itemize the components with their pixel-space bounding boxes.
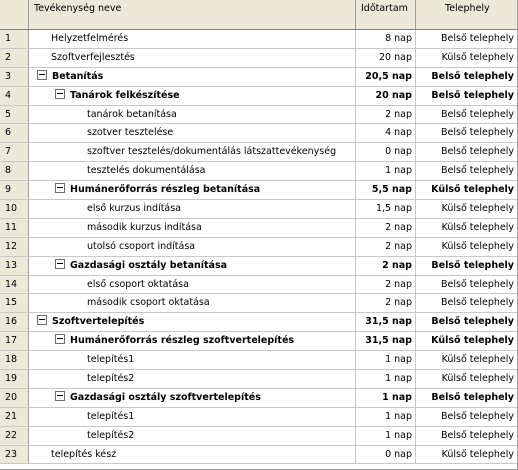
- task-name-cell[interactable]: [29, 370, 356, 388]
- site-cell[interactable]: Belső telephely: [431, 259, 514, 271]
- task-name: második kurzus indítása: [87, 221, 202, 233]
- task-name-cell[interactable]: [29, 257, 356, 275]
- task-name: Szoftverfejlesztés: [51, 51, 135, 63]
- column-header-duration[interactable]: Időtartam: [356, 0, 416, 29]
- row-id[interactable]: 15: [0, 294, 29, 312]
- site-cell[interactable]: Külső telephely: [431, 184, 514, 196]
- row-id[interactable]: 7: [0, 143, 29, 161]
- table-row[interactable]: [0, 87, 517, 106]
- collapse-icon[interactable]: [55, 391, 65, 401]
- task-name-cell[interactable]: [29, 294, 356, 312]
- row-id[interactable]: 14: [0, 276, 29, 294]
- duration-cell[interactable]: 2 nap: [356, 257, 416, 275]
- table-row[interactable]: [0, 49, 517, 68]
- site-cell[interactable]: Belső telephely: [441, 108, 514, 120]
- task-name: Helyzetfelmérés: [51, 33, 129, 44]
- task-name: Humánerőforrás részleg betanítása: [70, 184, 261, 196]
- row-id[interactable]: 22: [0, 427, 29, 445]
- row-id[interactable]: 2: [0, 49, 29, 67]
- site-cell[interactable]: Belső telephely: [441, 429, 514, 441]
- table-row[interactable]: [0, 238, 517, 257]
- collapse-icon[interactable]: [55, 89, 65, 99]
- task-name: Gazdasági osztály betanítása: [70, 259, 228, 271]
- column-header-site[interactable]: Telephely: [445, 3, 490, 14]
- site-cell[interactable]: Külső telephely: [431, 335, 514, 347]
- task-name-cell[interactable]: [29, 408, 356, 426]
- task-name-cell[interactable]: [29, 313, 356, 331]
- task-name-cell[interactable]: [29, 162, 356, 180]
- task-name-cell[interactable]: [29, 68, 356, 86]
- task-name-cell[interactable]: [29, 238, 356, 256]
- task-name-cell[interactable]: [29, 106, 356, 124]
- column-header-name[interactable]: Tevékenység neve: [29, 0, 356, 29]
- task-name: Tanárok felkészítése: [70, 89, 180, 101]
- task-name: Gazdasági osztály szoftvertelepítés: [70, 391, 261, 403]
- task-name-cell[interactable]: [29, 446, 356, 464]
- task-name: második csoport oktatása: [87, 297, 210, 309]
- task-name: telepítés1: [87, 410, 135, 422]
- collapse-icon[interactable]: [37, 315, 47, 325]
- row-id[interactable]: 18: [0, 351, 29, 369]
- site-cell[interactable]: Külső telephely: [441, 221, 514, 233]
- task-name: Betanítás: [52, 70, 104, 82]
- duration-cell[interactable]: 4 nap: [356, 124, 416, 142]
- row-id[interactable]: 9: [0, 181, 29, 199]
- table-row[interactable]: [0, 351, 517, 370]
- duration-cell[interactable]: 1 nap: [356, 370, 416, 388]
- site-cell[interactable]: Külső telephely: [441, 373, 514, 385]
- duration-cell[interactable]: 20,5 nap: [356, 68, 416, 86]
- task-name: szoftver tesztelés/dokumentálás látszattevékenység: [87, 146, 337, 158]
- row-id[interactable]: 17: [0, 332, 29, 350]
- task-name-cell[interactable]: [29, 49, 356, 67]
- duration-cell[interactable]: 2 nap: [356, 219, 416, 237]
- row-id[interactable]: 1: [0, 30, 29, 48]
- site-cell[interactable]: Belső telephely: [441, 146, 514, 158]
- task-name: telepítés kész: [51, 448, 117, 460]
- task-name: tesztelés dokumentálása: [87, 165, 206, 177]
- row-id[interactable]: 23: [0, 446, 29, 464]
- duration-cell[interactable]: 1 nap: [356, 389, 416, 407]
- duration-cell[interactable]: 2 nap: [356, 294, 416, 312]
- site-cell[interactable]: Belső telephely: [431, 316, 514, 328]
- site-cell[interactable]: Belső telephely: [441, 165, 514, 177]
- duration-cell[interactable]: 2 nap: [356, 106, 416, 124]
- row-id[interactable]: 4: [0, 87, 29, 105]
- site-cell[interactable]: Belső telephely: [441, 297, 514, 309]
- row-id[interactable]: 16: [0, 313, 29, 331]
- task-name-cell[interactable]: [29, 181, 356, 199]
- site-cell[interactable]: Belső telephely: [431, 89, 514, 101]
- collapse-icon[interactable]: [55, 334, 65, 344]
- table-row[interactable]: [0, 200, 517, 219]
- row-id[interactable]: 3: [0, 68, 29, 86]
- table-row[interactable]: [0, 276, 517, 295]
- table-row[interactable]: [0, 332, 517, 351]
- task-name: tanárok betanítása: [87, 108, 177, 120]
- table-row[interactable]: [0, 257, 517, 276]
- task-name: Humánerőforrás részleg szoftvertelepítés: [70, 335, 295, 347]
- table-row[interactable]: [0, 408, 517, 427]
- duration-cell[interactable]: 31,5 nap: [356, 313, 416, 331]
- table-row[interactable]: [0, 313, 517, 332]
- task-name-cell[interactable]: [29, 219, 356, 237]
- task-name: telepítés2: [87, 429, 135, 441]
- site-cell[interactable]: Belső telephely: [441, 33, 514, 44]
- duration-cell[interactable]: 20 nap: [356, 49, 416, 67]
- table-row[interactable]: [0, 181, 517, 200]
- duration-cell[interactable]: 2 nap: [356, 276, 416, 294]
- site-cell[interactable]: Külső telephely: [441, 354, 514, 366]
- row-id[interactable]: 5: [0, 106, 29, 124]
- table-row[interactable]: [0, 106, 517, 125]
- table-row[interactable]: [0, 68, 517, 87]
- row-id[interactable]: 8: [0, 162, 29, 180]
- table-row[interactable]: [0, 294, 517, 313]
- table-row[interactable]: [0, 143, 517, 162]
- site-cell[interactable]: Belső telephely: [431, 70, 514, 82]
- collapse-icon[interactable]: [37, 70, 47, 80]
- duration-cell[interactable]: 1 nap: [356, 351, 416, 369]
- task-name: első csoport oktatása: [87, 278, 189, 290]
- row-id[interactable]: 12: [0, 238, 29, 256]
- site-cell[interactable]: Belső telephely: [441, 278, 514, 290]
- duration-cell[interactable]: 8 nap: [356, 30, 416, 48]
- site-cell[interactable]: Külső telephely: [441, 240, 514, 252]
- task-name-cell[interactable]: [29, 124, 356, 142]
- duration-cell[interactable]: 5,5 nap: [356, 181, 416, 199]
- table-row[interactable]: [0, 162, 517, 181]
- table-row[interactable]: [0, 389, 517, 408]
- task-name: szotver tesztelése: [87, 127, 174, 139]
- row-selector-header[interactable]: [0, 0, 29, 29]
- site-cell[interactable]: Belső telephely: [441, 410, 514, 422]
- row-id[interactable]: 6: [0, 124, 29, 142]
- task-name: telepítés2: [87, 373, 135, 385]
- table-row[interactable]: [0, 370, 517, 389]
- duration-cell[interactable]: 1,5 nap: [356, 200, 416, 218]
- collapse-icon[interactable]: [55, 259, 65, 269]
- column-header-row: [0, 0, 517, 30]
- task-name: első kurzus indítása: [87, 203, 182, 215]
- task-name-cell[interactable]: [29, 30, 356, 48]
- table-row[interactable]: [0, 30, 517, 49]
- row-id[interactable]: 20: [0, 389, 29, 407]
- row-id[interactable]: 10: [0, 200, 29, 218]
- table-row[interactable]: [0, 219, 517, 238]
- row-id[interactable]: 11: [0, 219, 29, 237]
- task-name-cell[interactable]: [29, 276, 356, 294]
- duration-cell[interactable]: 1 nap: [356, 427, 416, 445]
- collapse-icon[interactable]: [55, 183, 65, 193]
- duration-cell[interactable]: 1 nap: [356, 408, 416, 426]
- site-cell[interactable]: Belső telephely: [431, 391, 514, 403]
- site-cell[interactable]: Külső telephely: [441, 448, 514, 460]
- site-cell[interactable]: Külső telephely: [441, 51, 514, 63]
- table-row[interactable]: [0, 427, 517, 446]
- row-id[interactable]: 19: [0, 370, 29, 388]
- table-row[interactable]: [0, 446, 517, 465]
- task-name-cell[interactable]: [29, 200, 356, 218]
- duration-cell[interactable]: 2 nap: [356, 238, 416, 256]
- task-name-cell[interactable]: [29, 389, 356, 407]
- duration-cell[interactable]: 20 nap: [356, 87, 416, 105]
- row-id[interactable]: 21: [0, 408, 29, 426]
- task-name: telepítés1: [87, 354, 135, 366]
- task-name-cell[interactable]: [29, 427, 356, 445]
- task-name-cell[interactable]: [29, 87, 356, 105]
- task-name-cell[interactable]: [29, 351, 356, 369]
- duration-cell[interactable]: 31,5 nap: [356, 332, 416, 350]
- task-rows: [0, 30, 517, 464]
- task-name-cell[interactable]: [29, 332, 356, 350]
- site-cell[interactable]: Külső telephely: [441, 203, 514, 215]
- duration-cell[interactable]: 1 nap: [356, 162, 416, 180]
- task-name: Szoftvertelepítés: [52, 316, 145, 328]
- duration-cell[interactable]: 0 nap: [356, 143, 416, 161]
- task-name: utolsó csoport indítása: [87, 240, 196, 252]
- site-cell[interactable]: Belső telephely: [441, 127, 514, 139]
- task-name-cell[interactable]: [29, 143, 356, 161]
- duration-cell[interactable]: 0 nap: [356, 446, 416, 464]
- table-row[interactable]: [0, 124, 517, 143]
- row-id[interactable]: 13: [0, 257, 29, 275]
